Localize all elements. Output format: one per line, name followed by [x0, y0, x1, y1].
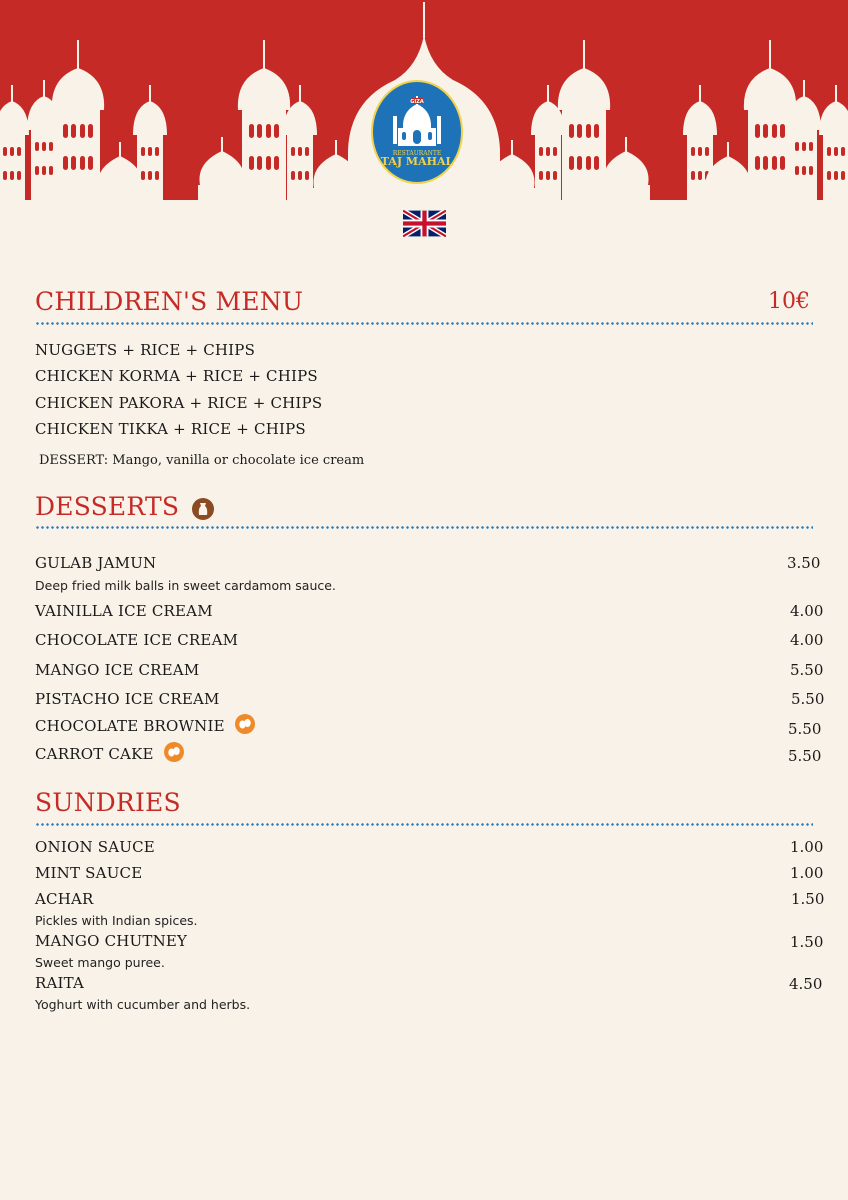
logo-sub-text: GIZA: [410, 99, 424, 105]
desserts-title-label: DESSERTS: [35, 492, 180, 521]
childrens-menu-item: NUGGETS + RICE + CHIPS: [35, 341, 256, 359]
sundry-item-name: MINT SAUCE: [35, 864, 143, 882]
sundry-item-price: 1.00: [790, 864, 824, 882]
dessert-item-row: [35, 717, 256, 735]
sundry-item-name: RAITA: [35, 974, 85, 992]
section-divider: [35, 322, 813, 325]
sundry-item-name: ACHAR: [35, 890, 94, 908]
sundry-item-price: 1.00: [790, 838, 824, 856]
dessert-item-row: [35, 745, 185, 763]
dessert-item-price: 5.50: [790, 661, 824, 679]
dessert-item-name: MANGO ICE CREAM: [35, 661, 200, 679]
dessert-item-price: 3.50: [787, 554, 821, 572]
dessert-item-name: CHOCOLATE BROWNIE: [35, 717, 225, 735]
dessert-item-name: CARROT CAKE: [35, 745, 154, 763]
taj-mahal-logo: [371, 80, 463, 184]
milk-allergen-icon: [191, 497, 215, 521]
egg-allergen-icon: [234, 713, 256, 735]
childrens-dessert-note: DESSERT: Mango, vanilla or chocolate ice cream: [39, 453, 365, 468]
sundry-item-price: 4.50: [789, 975, 823, 993]
sundry-item-description: Sweet mango puree.: [35, 955, 165, 970]
childrens-menu-item: CHICKEN TIKKA + RICE + CHIPS: [35, 420, 306, 438]
egg-allergen-icon: [163, 741, 185, 763]
childrens-menu-item: CHICKEN PAKORA + RICE + CHIPS: [35, 394, 323, 412]
childrens-menu-item: CHICKEN KORMA + RICE + CHIPS: [35, 367, 318, 385]
dessert-item-price: 5.50: [791, 690, 825, 708]
dessert-item-name: PISTACHO ICE CREAM: [35, 690, 220, 708]
dessert-item-name: GULAB JAMUN: [35, 554, 157, 572]
sundry-item-description: Pickles with Indian spices.: [35, 913, 198, 928]
logo-top-text: RESTAURANTE: [392, 150, 442, 157]
dessert-item-price: 4.00: [790, 631, 824, 649]
dessert-item-price: 5.50: [788, 720, 822, 738]
sundry-item-description: Yoghurt with cucumber and herbs.: [35, 997, 251, 1012]
sundry-item-price: 1.50: [790, 933, 824, 951]
sundries-title: SUNDRIES: [35, 788, 181, 817]
desserts-title: [35, 492, 215, 521]
dessert-item-price: 4.00: [790, 602, 824, 620]
childrens-menu-title: CHILDREN'S MENU: [35, 287, 304, 316]
sundry-item-price: 1.50: [791, 890, 825, 908]
childrens-menu-price: 10€: [768, 289, 810, 314]
section-divider: [35, 823, 813, 826]
section-divider: [35, 526, 813, 529]
logo-name-text: TAJ MAHAL: [380, 155, 454, 168]
uk-flag-icon[interactable]: [403, 210, 446, 237]
dessert-item-name: VAINILLA ICE CREAM: [35, 602, 213, 620]
dessert-item-price: 5.50: [788, 747, 822, 765]
sundry-item-name: ONION SAUCE: [35, 838, 155, 856]
sundry-item-name: MANGO CHUTNEY: [35, 932, 188, 950]
dessert-item-name: CHOCOLATE ICE CREAM: [35, 631, 239, 649]
dessert-item-description: Deep fried milk balls in sweet cardamom sauce.: [35, 578, 336, 593]
